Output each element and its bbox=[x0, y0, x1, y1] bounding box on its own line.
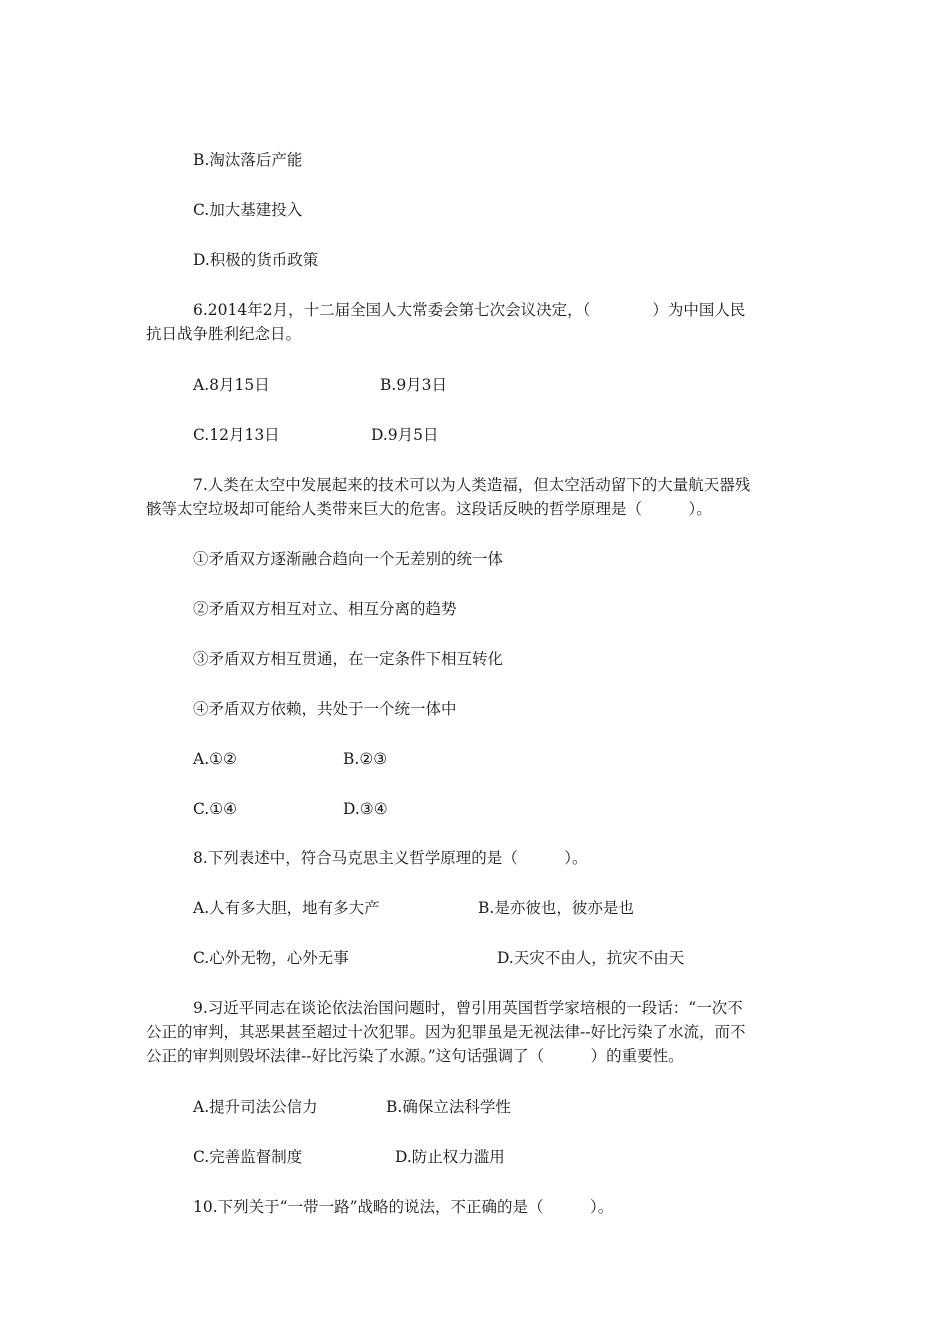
q8-option-b: B.是亦彼也，彼亦是也 bbox=[478, 899, 634, 917]
q8-option-c: C.心外无物，心外无事 bbox=[193, 949, 349, 967]
q9-option-d: D.防止权力滥用 bbox=[395, 1148, 505, 1166]
q5-option-c: C.加大基建投入 bbox=[193, 201, 303, 219]
q7-statement-3: ③矛盾双方相互贯通，在一定条件下相互转化 bbox=[193, 650, 504, 668]
q6-stem-line1: 6.2014年2月，十二届全国人大常委会第七次会议决定，（ ）为中国人民 bbox=[193, 301, 746, 319]
q7-statement-4: ④矛盾双方依赖，共处于一个统一体中 bbox=[193, 700, 457, 718]
q6-stem-line2: 抗日战争胜利纪念日。 bbox=[146, 325, 302, 343]
q5-option-d: D.积极的货币政策 bbox=[193, 251, 319, 269]
q7-stem-line2: 骸等太空垃圾却可能给人类带来巨大的危害。这段话反映的哲学原理是（ ）。 bbox=[146, 500, 712, 518]
q7-option-c: C.①④ bbox=[193, 800, 238, 818]
q10-stem: 10.下列关于“一带一路”战略的说法，不正确的是（ ）。 bbox=[193, 1198, 614, 1216]
q7-option-d: D.③④ bbox=[343, 800, 388, 818]
q9-stem-line3: 公正的审判则毁坏法律--好比污染了水源。”这句话强调了（ ）的重要性。 bbox=[146, 1047, 684, 1065]
q7-option-b: B.②③ bbox=[343, 750, 388, 768]
q5-option-b: B.淘汰落后产能 bbox=[193, 151, 303, 169]
q8-stem: 8.下列表述中，符合马克思主义哲学原理的是（ ）。 bbox=[193, 849, 588, 867]
q9-stem-line2: 公正的审判，其恶果甚至超过十次犯罪。因为犯罪虽是无视法律--好比污染了水流，而不 bbox=[146, 1023, 746, 1041]
q7-statement-1: ①矛盾双方逐渐融合趋向一个无差别的统一体 bbox=[193, 550, 504, 568]
q8-option-a: A.人有多大胆，地有多大产 bbox=[193, 899, 380, 917]
q6-option-a: A.8月15日 bbox=[193, 376, 270, 394]
q7-statement-2: ②矛盾双方相互对立、相互分离的趋势 bbox=[193, 600, 457, 618]
q9-stem-line1: 9.习近平同志在谈论依法治国问题时，曾引用英国哲学家培根的一段话：“一次不 bbox=[193, 999, 743, 1017]
q9-option-b: B.确保立法科学性 bbox=[386, 1098, 511, 1116]
q6-option-b: B.9月3日 bbox=[380, 376, 448, 394]
q9-option-a: A.提升司法公信力 bbox=[193, 1098, 318, 1116]
q6-option-c: C.12月13日 bbox=[193, 426, 280, 444]
q7-stem-line1: 7.人类在太空中发展起来的技术可以为人类造福，但太空活动留下的大量航天器残 bbox=[193, 476, 751, 494]
q6-option-d: D.9月5日 bbox=[371, 426, 439, 444]
q8-option-d: D.天灾不由人，抗灾不由天 bbox=[497, 949, 685, 967]
q7-option-a: A.①② bbox=[193, 750, 237, 768]
q9-option-c: C.完善监督制度 bbox=[193, 1148, 303, 1166]
